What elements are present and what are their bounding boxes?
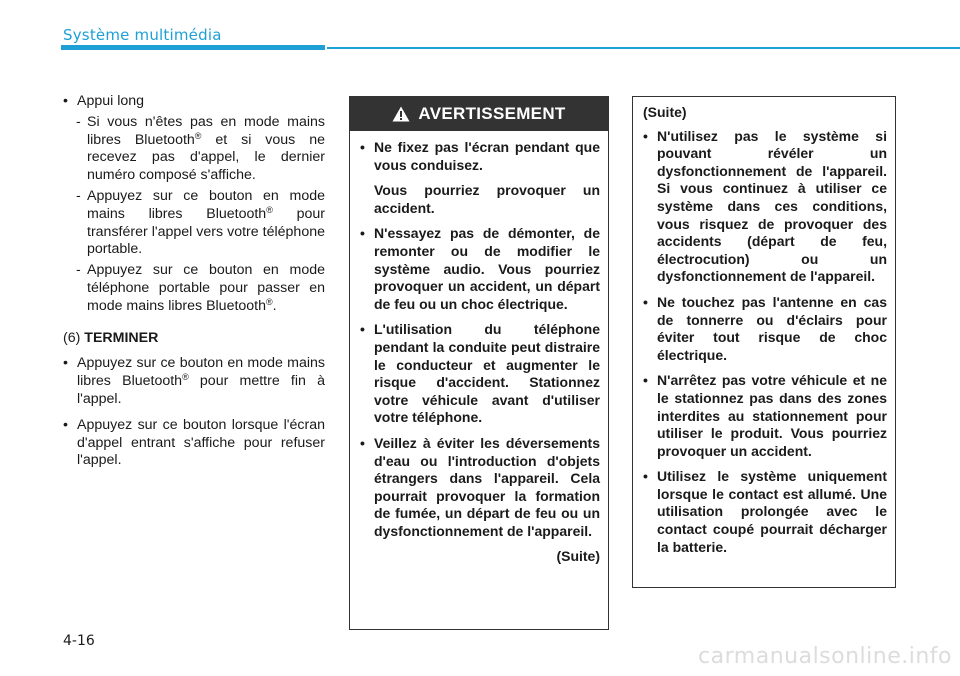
long-press-item (63, 93, 325, 111)
continuation-box (632, 96, 896, 588)
warning-item: • N'essayez pas de démonter, de remonter ou de modifier le système audio. Vous pourriez provoquer un accident, un départ de feu ou un choc électrique. (360, 225, 600, 313)
dash-item-1: - Si vous n'êtes pas en mode mains libres Bluetooth® et si vous ne recevez pas d'appel, le dernier numéro composé s'affiche. (76, 113, 325, 184)
section-title: Système multimédia (63, 26, 222, 44)
warning-body (350, 131, 608, 566)
warning-item-continuation: Vous pourriez provoquer un accident. (374, 182, 600, 216)
left-column (63, 93, 325, 470)
registered-mark: ® (266, 296, 273, 307)
continuation-item: • N'arrêtez pas votre véhicule et ne le stationnez pas dans des zones interdites au stationnement pour utiliser le produit. Vous pourriez provoquer un accident. (643, 372, 887, 460)
terminer-item-1: • Appuyez sur ce bouton en mode mains libres Bluetooth® pour mettre fin à l'appel. (63, 355, 325, 408)
header-rule-thick (61, 45, 325, 50)
continued-label: (Suite) (556, 548, 600, 565)
page-number: 4-16 (63, 633, 95, 649)
header-rule-thin (327, 47, 960, 49)
terminer-heading: (6) TERMINER (63, 329, 159, 346)
warning-title: AVERTISSEMENT (418, 104, 566, 123)
warning-item: • L'utilisation du téléphone pendant la conduite peut distraire le conducteur et augmenter le risque d'accident. Stationnez votre véhicule avant d'utiliser votre téléphone. (360, 321, 600, 427)
registered-mark: ® (266, 204, 273, 215)
registered-mark: ® (182, 372, 189, 383)
warning-item: • Ne fixez pas l'écran pendant que vous conduisez. (360, 139, 600, 174)
continuation-item: • Utilisez le système uniquement lorsque le contact est allumé. Une utilisation prolongée avec le contact coupé pourrait décharger la batterie. (643, 468, 887, 556)
registered-mark: ® (194, 130, 202, 141)
warning-item: • Veillez à éviter les déversements d'eau ou l'introduction d'objets étrangers dans l'appareil. Cela pourrait provoquer la formation de fumée, un départ de feu ou un dysfonctionnement de l'appareil. (360, 435, 600, 541)
continuation-heading: (Suite) (643, 104, 687, 120)
watermark: carmanualsonline.info (698, 644, 952, 669)
warning-triangle-icon (392, 106, 410, 122)
warning-box (349, 96, 609, 630)
continuation-item: • N'utilisez pas le système si pouvant révéler un dysfonctionnement de l'appareil. Si vous continuez à utiliser ce système dans ces conditions, vous risquez de provoquer des accidents (départ de feu, électrocution) ou un dysfonctionnement de l'appareil. (643, 128, 887, 286)
long-press-label: Appui long (77, 93, 145, 109)
dash-mark: - (76, 262, 81, 279)
dash-item-3: - Appuyez sur ce bouton en mode téléphone portable pour passer en mode mains libres Bluetooth®. (76, 262, 325, 314)
warning-header (350, 97, 608, 131)
terminer-item-2: • Appuyez sur ce bouton lorsque l'écran d'appel entrant s'affiche pour refuser l'appel. (63, 417, 325, 470)
continuation-item: • Ne touchez pas l'antenne en cas de tonnerre ou d'éclairs pour éviter tout risque de choc électrique. (643, 294, 887, 364)
dash-mark: - (76, 187, 81, 204)
terminer-label: TERMINER (84, 329, 159, 346)
dash-item-2: - Appuyez sur ce bouton en mode mains libres Bluetooth® pour transférer l'appel vers votre téléphone portable. (76, 187, 325, 258)
dash-mark: - (76, 113, 81, 130)
